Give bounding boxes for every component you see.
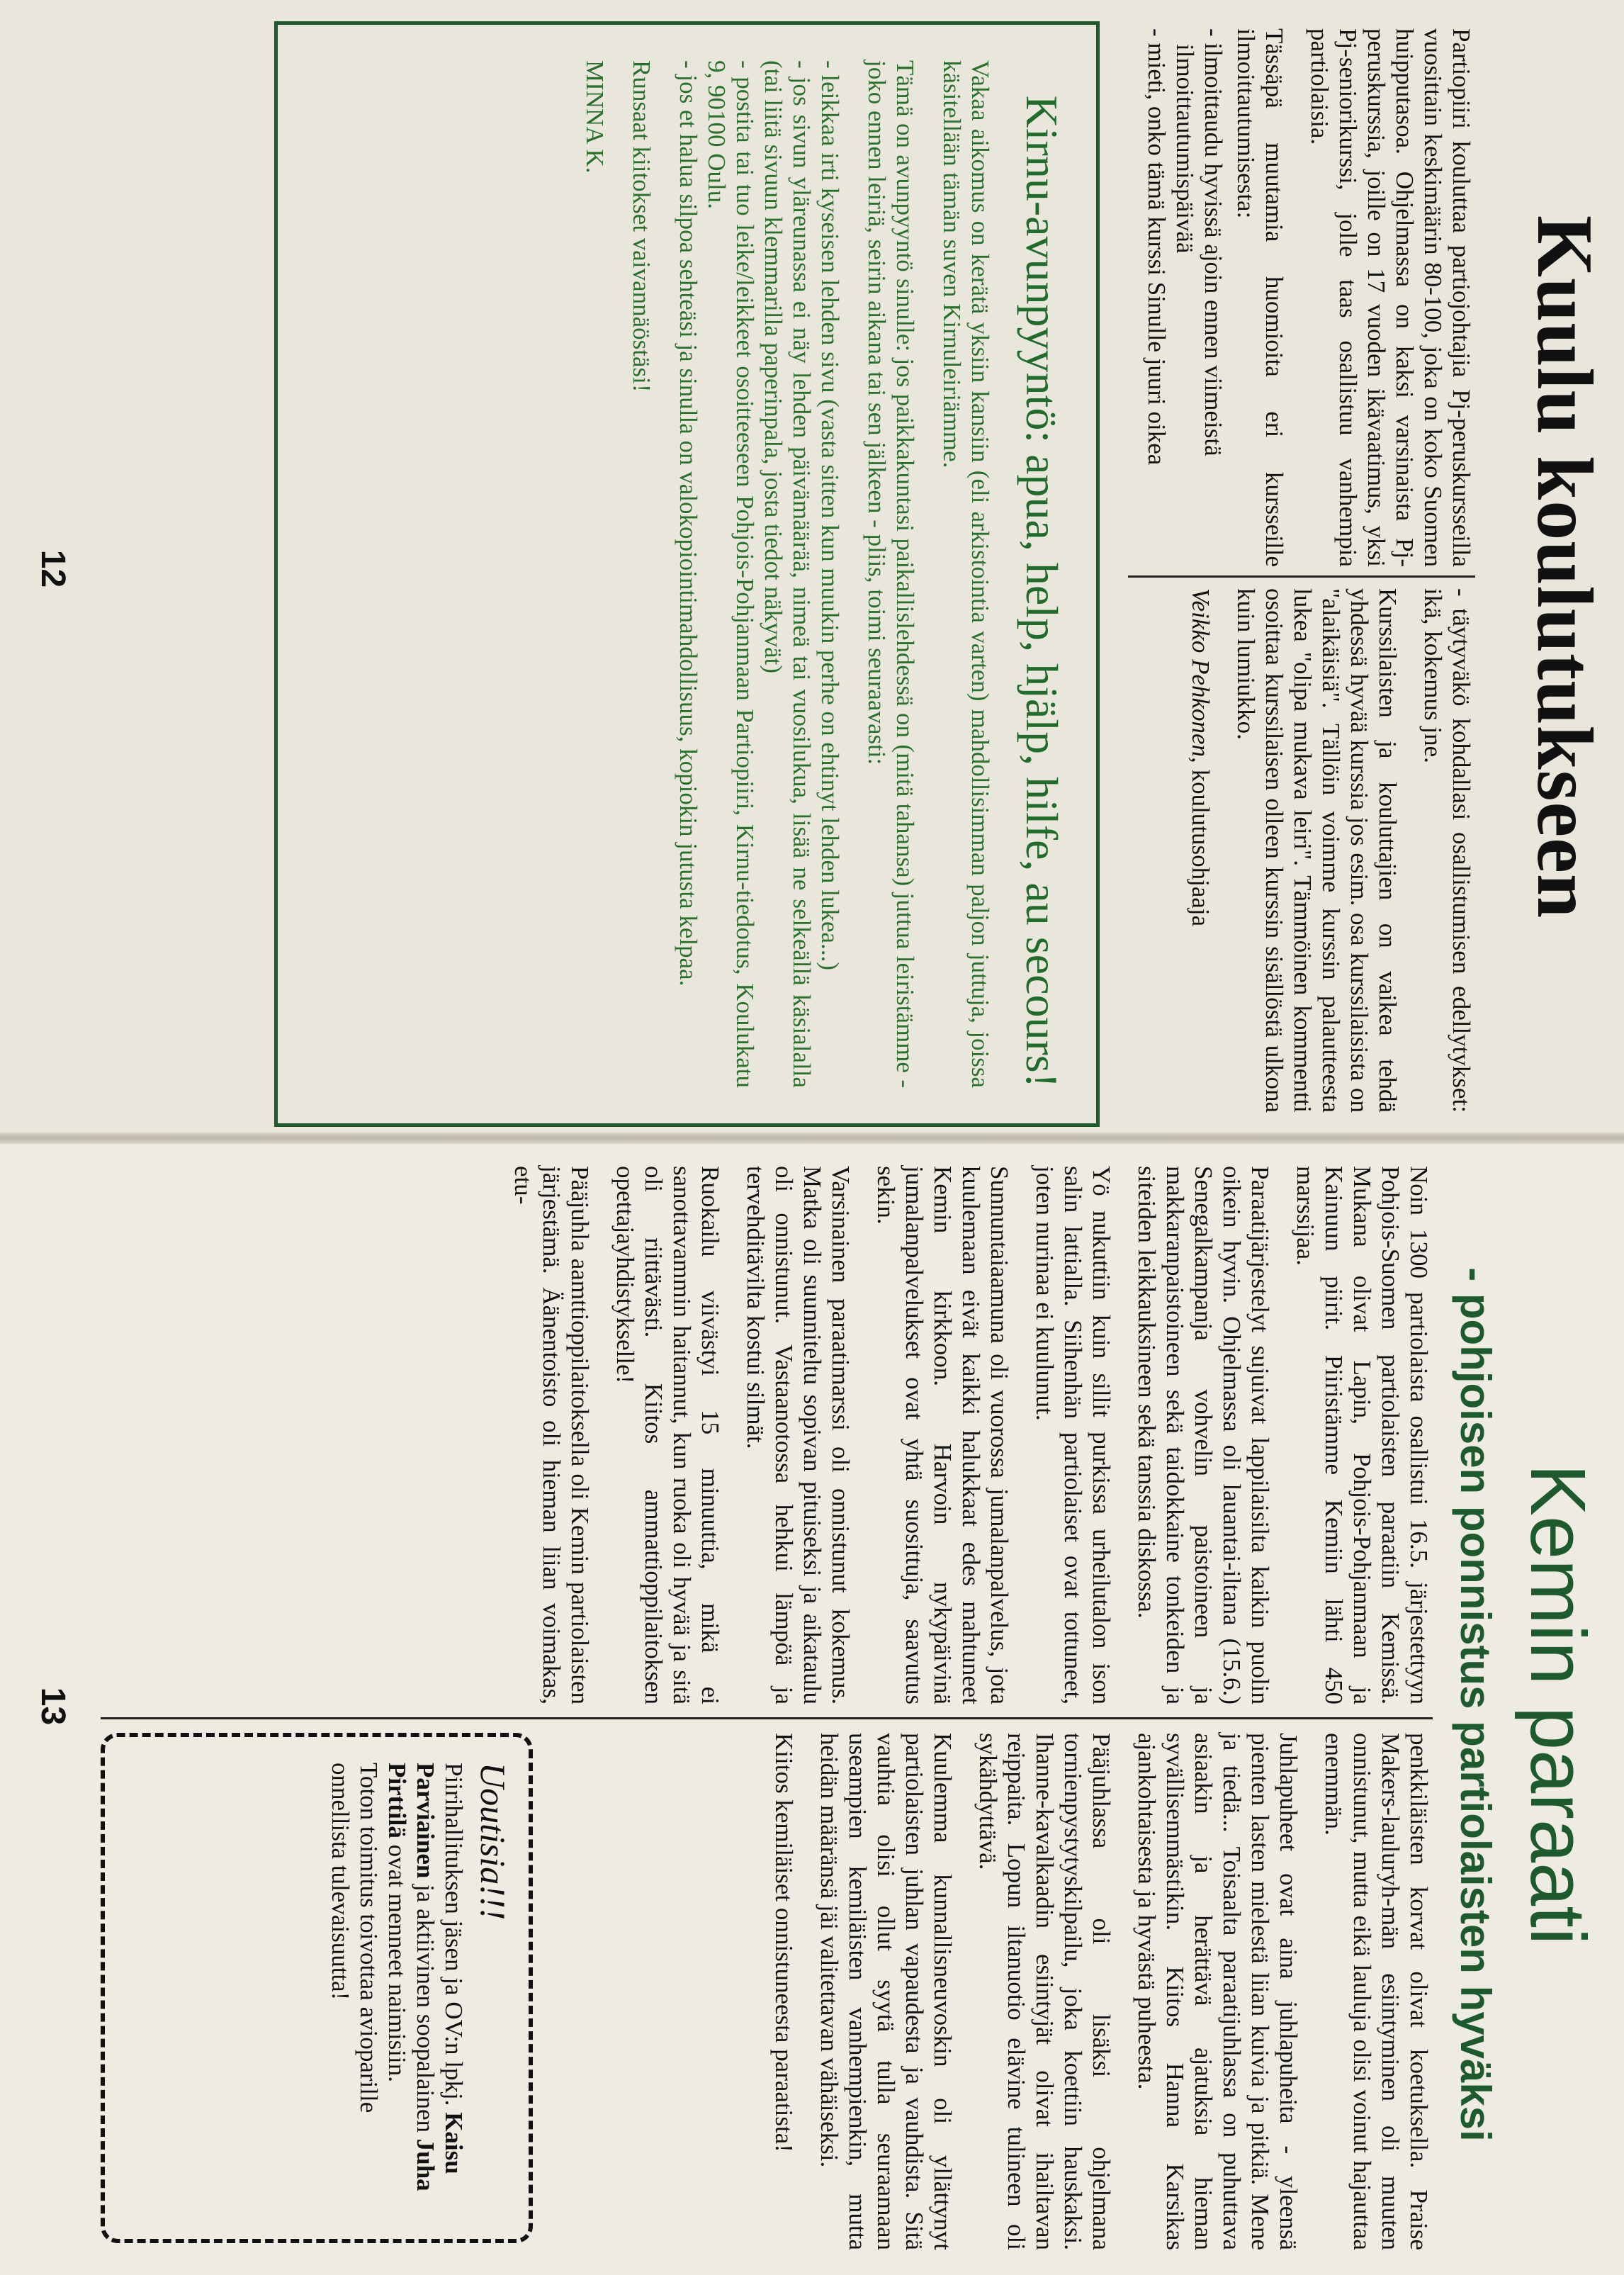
article-paragraph: Pääjuhlassa oli lisäksi ohjelmana tornienpystytyskilpailu, joka koettiin hauskaksi. Ihanne-kavalkaadin esiintyjät olivat ihailtavan reippaita. Lopun iltanuotio elävine tulineen oli sykähdyttävä. — [974, 1733, 1115, 2250]
article-column-2 — [752, 1733, 1433, 2250]
person-name: Juha Pirttilä — [383, 1763, 439, 2191]
news-box — [101, 1733, 533, 2243]
list-item: - mieti, onko tämä kurssi Sinulle juuri oikea — [1143, 28, 1171, 466]
news-box-text — [326, 1763, 468, 2213]
news-text: ja aktiivinen soopalainen — [412, 1878, 439, 2139]
column-divider — [1128, 575, 1475, 578]
box-paragraph: Tämä on avunpyyntö sinulle: jos paikkakuntasi paikallislehdessä on (mitä tahansa) juttua leiristämme - joko ennen leiriä, seirin aikana tai sen jälkeen - pliis, toimi seuraavasti: — [863, 60, 919, 1088]
page-13 — [0, 1138, 1624, 2275]
article-paragraph: Varsinainen paraatimarssi oli onnistunut kokemus. Matka oli suunniteltu sopivan pituiseksi ja aikataulu oli onnistunut. Vastaanotossa hehkui lämpöä ja tervehditävilta kostui silmät. — [742, 1166, 855, 1704]
article-column-1 — [1142, 28, 1475, 567]
column-divider — [101, 1717, 1433, 1719]
article-paragraph: - täytyväkö kohdallasi osallistumisen edellytykset: ikä, kokemus jne. — [1419, 588, 1475, 1113]
article-paragraph: Partiopiiri kouluttaa partiojohtajia Pj-peruskursseilla vuosittain keskimäärin 80-100, joka on koko Suomen huipputasoa. Ohjelmassa on kaksi varsinaista Pj-peruskurssia, joille on 17 vuoden ikävaatimus, yksi Pj-seniorikurssi, jolle taas osallistuu vanhempia partiolaisia. — [1306, 28, 1475, 567]
box-title: Kirnu-avunpyyntö: apua, help, hjälp, hilfe, au secours! — [1017, 95, 1067, 1088]
article-paragraph: Pääjuhla aamttioppilaitoksella oli Kemin partiolaisten järjestämä. Äänentoisto oli hieman liian voimakas, etu- — [509, 1166, 594, 1704]
article-paragraph: Kurssilaisten ja kouluttajien on vaikea tehdä yhdessä hyvää kurssia jos esim. osa kurssilaisista on "alaikäisiä". Tällöin voimme kurssin palautteesta lukea "olipa mukava leiri". Tämmöinen kommentti osoittaa kurssilaisen olleen kurssin sisällöstä ulkona kuin lumiukko. — [1232, 588, 1402, 1113]
page-12-title: Kuulu koulutukseen — [1521, 215, 1608, 919]
spread-fold — [0, 1133, 1624, 1144]
help-request-box — [274, 21, 1100, 1127]
author-signature — [1186, 588, 1214, 1113]
article-paragraph: Ruokailu viivästyi 15 minuuttia, mikä ei sanottavammin haitannut, kun ruoka oli hyvää ja sitä oli riittävästi. Kiitos ammattioppilaitoksen opettajayhdistykselle! — [611, 1166, 724, 1704]
article-paragraph: Kiitos kemiläiset onnistuneesta paraatista! — [770, 1733, 798, 2152]
article-paragraph: Sunnuntaiaamuna oli vuorossa jumalanpalvelus, jota kuulemaan eivät kaikki halukkaat edes mahtuneet Kemin kirkkoon. Harvoin nykypäivinä jumalanpalvelukset ovat yhtä suosittuja, saavutus sekin. — [872, 1166, 1013, 1704]
person-name: Kaisu Parviainen — [412, 1763, 468, 2174]
page-13-viewport — [0, 1138, 1624, 2275]
article-paragraph: Noin 1300 partiolaista osallistui 16.5. järjestettyyn Pohjois-Suomen partiolaisten paraatiin Kemissä. Mukana olivat Lapin, Pohjois-Pohjanmaan ja Kainuun piirit. Piiristämme Kemiin lähti 450 marssijaa. — [1292, 1166, 1433, 1704]
article-paragraph: Kuulemma kunnallisneuvoskin oli yllättynyt partiolaisten juhlan vapaudesta ja vauhdista. Sitä vauhtia olisi ollut syytä tulla seuraamaan useampien kemiläisten vanhempienkin, mutta heidän määränsä jäi valitettavan vähäiseksi. — [816, 1733, 957, 2250]
box-paragraph: Runsaat kiitokset vaivannäöstäsi! — [628, 60, 655, 393]
article-column-2 — [1169, 588, 1475, 1113]
tips-list — [1142, 28, 1227, 567]
box-paragraph: Vakaa aikomus on kerätä yksiin kansiin (eli arkistointia varten) mahdollisimman paljon juttuja, joissa käsitellään tämän suven Kirnuleiriämme. — [938, 60, 994, 1088]
news-text: Piirihallituksen jäsen ja OV:n lpkj. — [440, 1763, 468, 2113]
article-paragraph: Juhlapuheet ovat aina juhlapuheita - yleensä pienten lasten mielestä liian kuivia ja pitkiä. Mene ja tiedä... Toisaalta paraatijuhlassa on puhuttava asiaakin ja herättävä ajatuksia hieman syvällisemmästikin. Kiitos Hanna Karsikas ajankohtaisesta ja hyvästä puheesta. — [1133, 1733, 1302, 2250]
article-column-1 — [492, 1166, 1433, 1704]
news-text: ovat menneet naimisiin. — [383, 1838, 411, 2082]
page-13-subtitle: - pohjoisen ponnistus partiolaisten hyväksi — [1452, 1267, 1499, 2142]
box-body — [580, 60, 994, 1088]
box-signature: MINNA K. — [581, 60, 609, 174]
page-13-title: Kemin paraati — [1514, 1464, 1601, 1945]
box-paragraph: - leikkaa irti kyseisen lehden sivu (vasta sitten kun muukin perhe on ehtinyt lehden lukea...) - jos sivun yläreunassa ei näy lehden päivämäärää, nimeä tai vuosilukua, lisää ne selkeällä käsialalla (tai liitä sivuun klemmarilla paperinpala, josta tiedot näkyvät) - postita tai tuo leike/leikkeet osoitteeseen Pohjois-Pohjanmaan Partiopiiri, Kirnu-tiedotus, Koulukatu 9, 90100 Oulu. - jos et halua silpoa sehteäsi ja sinulla on valokopiointimahdollisuus, kopiokin jutusta kelpaa. — [675, 60, 844, 1088]
list-item: - ilmoittaudu hyvissä ajoin ennen viimeistä ilmoittautumispäivää — [1171, 28, 1227, 456]
article-paragraph: Tässäpä muutamia huomioita eri kursseille ilmoittautumisesta: — [1232, 28, 1288, 567]
news-box-title: Uoutisia!!! — [473, 1763, 513, 1921]
article-paragraph: penkkiläisten korvat olivat koetuksella. Praise Makers-lauluryh-män esiintyminen oli muuten onnistunut, mutta eikä lauluja olisi voinut hajauttaa enemmän. — [1320, 1733, 1433, 2250]
news-text: Toton toimitus toivottaa avioparille onnellista tulevaisuutta! — [327, 1763, 383, 2113]
page-number: 12 — [34, 549, 72, 588]
page-number: 13 — [34, 1687, 72, 1726]
signature-name: Veikko Pehkonen, — [1187, 588, 1214, 763]
signature-role: koulutusohjaaja — [1187, 763, 1214, 927]
article-paragraph: Yö nukuttiin kuin sillit purkissa urheilutalon ison salin lattialla. Siihenhän partiolaiset ovat tottuneet, joten nurinaa ei kuulunut. — [1031, 1166, 1115, 1704]
article-paragraph: Paraatijärjestelyt sujuivat lappilaisilta kaikin puolin oikein hyvin. Ohjelmassa oli lauantai-iltana (15.6.) Senegalkampanja vohvelin paistoineen ja makkaranpaistoineen sekä taidokkaine tonkeiden ja siteiden leikkauksineen sekä tanssia diskossa. — [1133, 1166, 1274, 1704]
